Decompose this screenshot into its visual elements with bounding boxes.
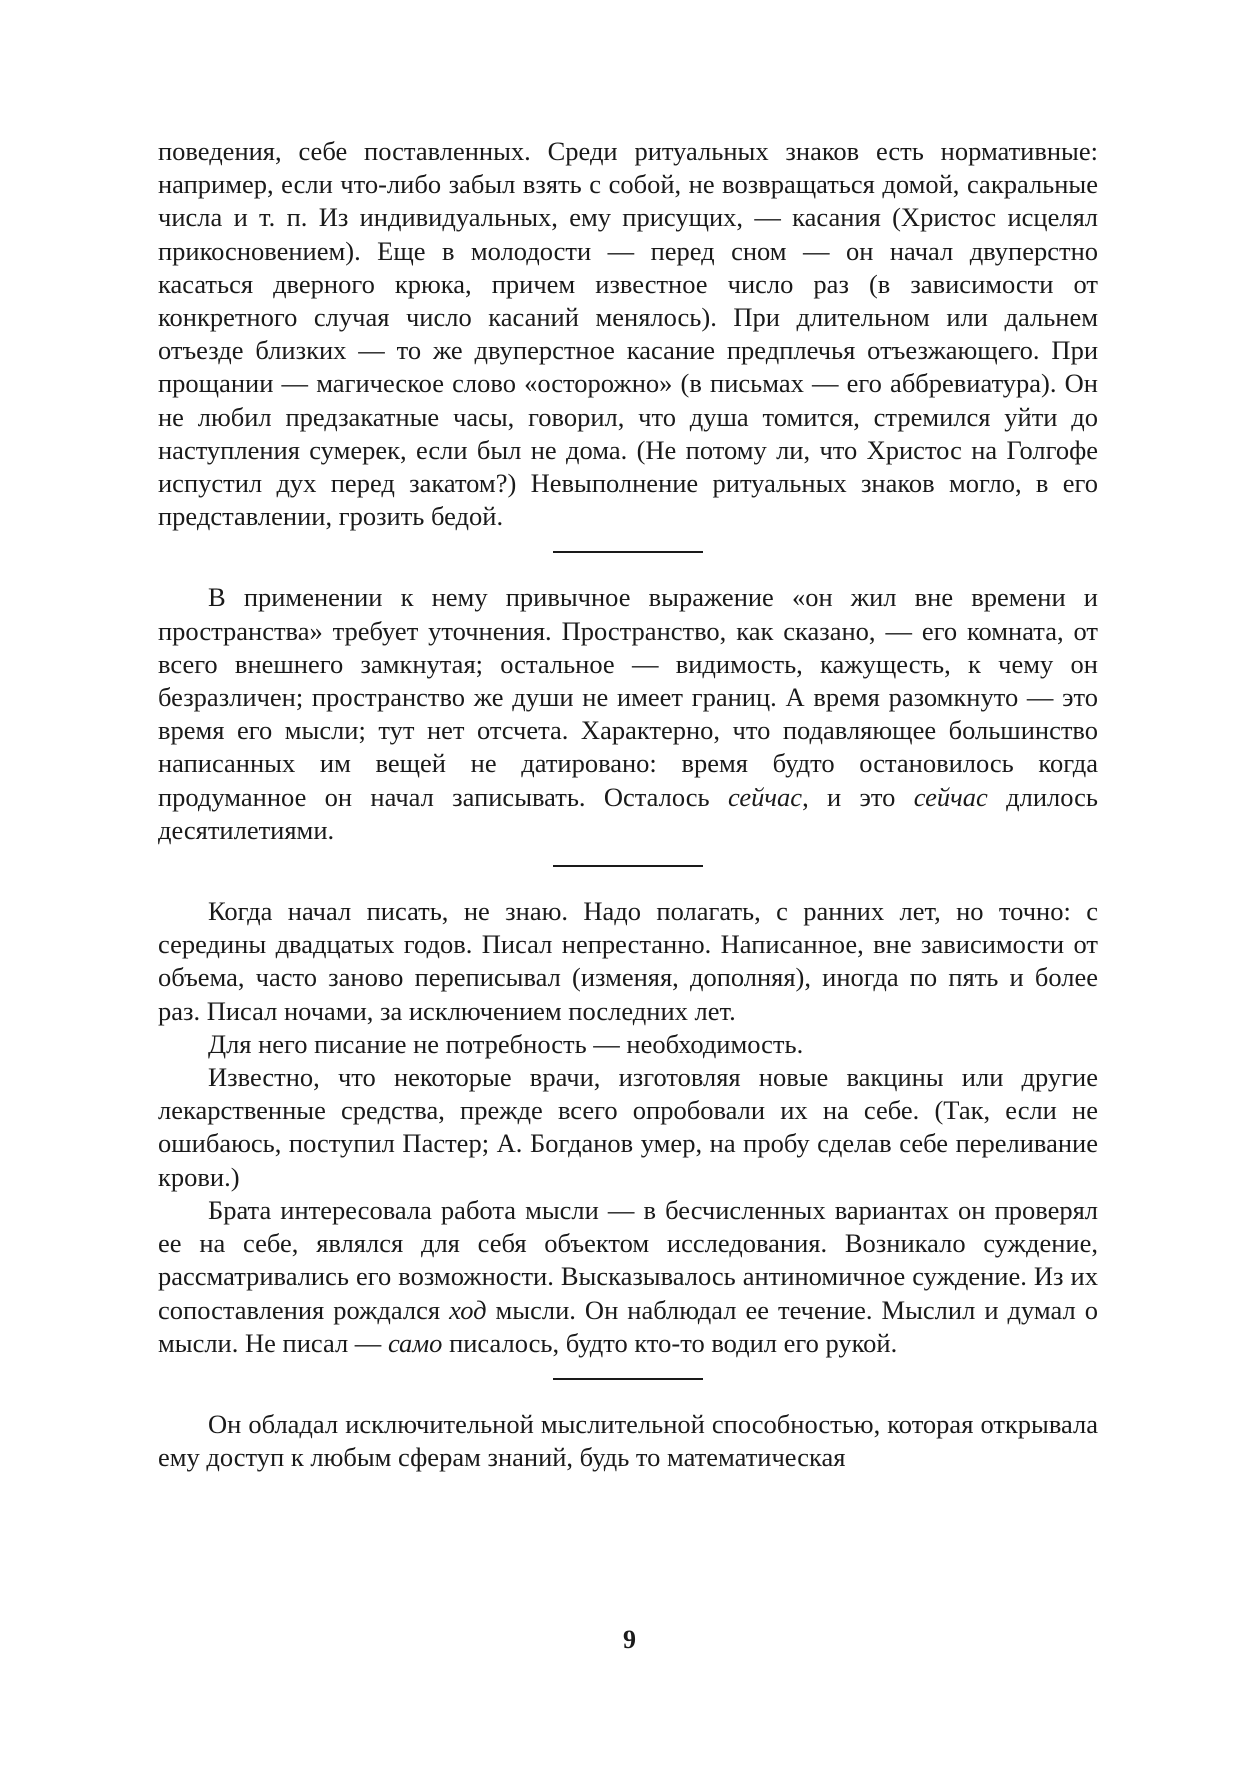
text-run: мысли. Он наблюдал ее течение. Мыслил и думал о мысли. Не писал — [158, 1294, 1098, 1358]
emphasis-text: сейчас [913, 781, 988, 812]
paragraph-writing-start: Когда начал писать, не знаю. Надо полагать, с ранних лет, но точно: с середины двадцатых годов. Писал непрестанно. Написанное, вне зависимости от объема, часто заново переписывал (изменяя, дополняя), иногда по пять и более раз. Писал ночами, за исключением последних лет. [158, 896, 1098, 1026]
page-body [158, 135, 1098, 1474]
emphasis-text: само [387, 1327, 443, 1358]
text-run: В применении к нему привычное выражение «он жил вне времени и пространства» требует уточнения. Пространство, как сказано, — его комната, от всего внешнего замкнутая; остальное — видимость, кажущесть, к чему он безразличен; пространство же души не имеет границ. А время разомкнуто — это время его мысли; тут нет отсчета. Характерно, что подавляющее большинство написанных им вещей не датировано: время будто остановилось когда продуманное он начал записывать. Осталось [158, 582, 1098, 812]
section-divider [553, 865, 703, 867]
paragraph-work-of-thought [158, 1194, 1098, 1360]
emphasis-text: ход [449, 1294, 487, 1325]
text-run: длилось десятилетиями. [158, 781, 1098, 845]
paragraph-doctors: Известно, что некоторые врачи, изготовляя новые вакцины или другие лекарственные средства, прежде всего опробовали их на себе. (Так, если не ошибаюсь, поступил Пастер; А. Богданов умер, на пробу сделав себе переливание крови.) [158, 1062, 1098, 1192]
emphasis-text: сейчас [727, 781, 803, 812]
paragraph-necessity: Для него писание не потребность — необходимость. [208, 1028, 804, 1059]
text-run: Брата интересовала работа мысли — в бесчисленных вариантах он проверял ее на себе, являлся для себя объектом исследования. Возникало суждение, рассматривались его возможности. Высказывалось антиномичное суждение. Из их сопоставления рождался [158, 1194, 1098, 1325]
paragraph-ability: Он обладал исключительной мыслительной способностью, которая открывала ему доступ к любым сферам знаний, будь то математическая [158, 1408, 1098, 1473]
paragraph-time-space [158, 581, 1098, 847]
paragraph-rituals: поведения, себе поставленных. Среди ритуальных знаков есть нормативные: например, если что-либо забыл взять с собой, не возвращаться домой, сакральные числа и т. п. Из индивидуальных, ему присущих, — касания (Христос исцелял прикосновением). Еще в молодости — перед сном — он начал двуперстно касаться дверного крюка, причем известное число раз (в зависимости от конкретного случая число касаний менялось). При длительном или дальнем отъезде близких — то же двуперстное касание предплечья отъезжающего. При прощании — магическое слово «осторожно» (в письмах — его аббревиатура). Он не любил предзакатные часы, говорил, что душа томится, стремился уйти до наступления сумерек, если был не дома. (Не потому ли, что Христос на Голгофе испустил дух перед закатом?) Невыполнение ритуальных знаков могло, в его представлении, грозить бедой. [158, 136, 1098, 532]
text-run: , и это [802, 781, 914, 812]
section-divider [553, 1378, 703, 1380]
text-run: писалось, будто кто-то водил его рукой. [442, 1327, 898, 1358]
section-divider [553, 551, 703, 553]
page-number: 9 [623, 1625, 636, 1654]
